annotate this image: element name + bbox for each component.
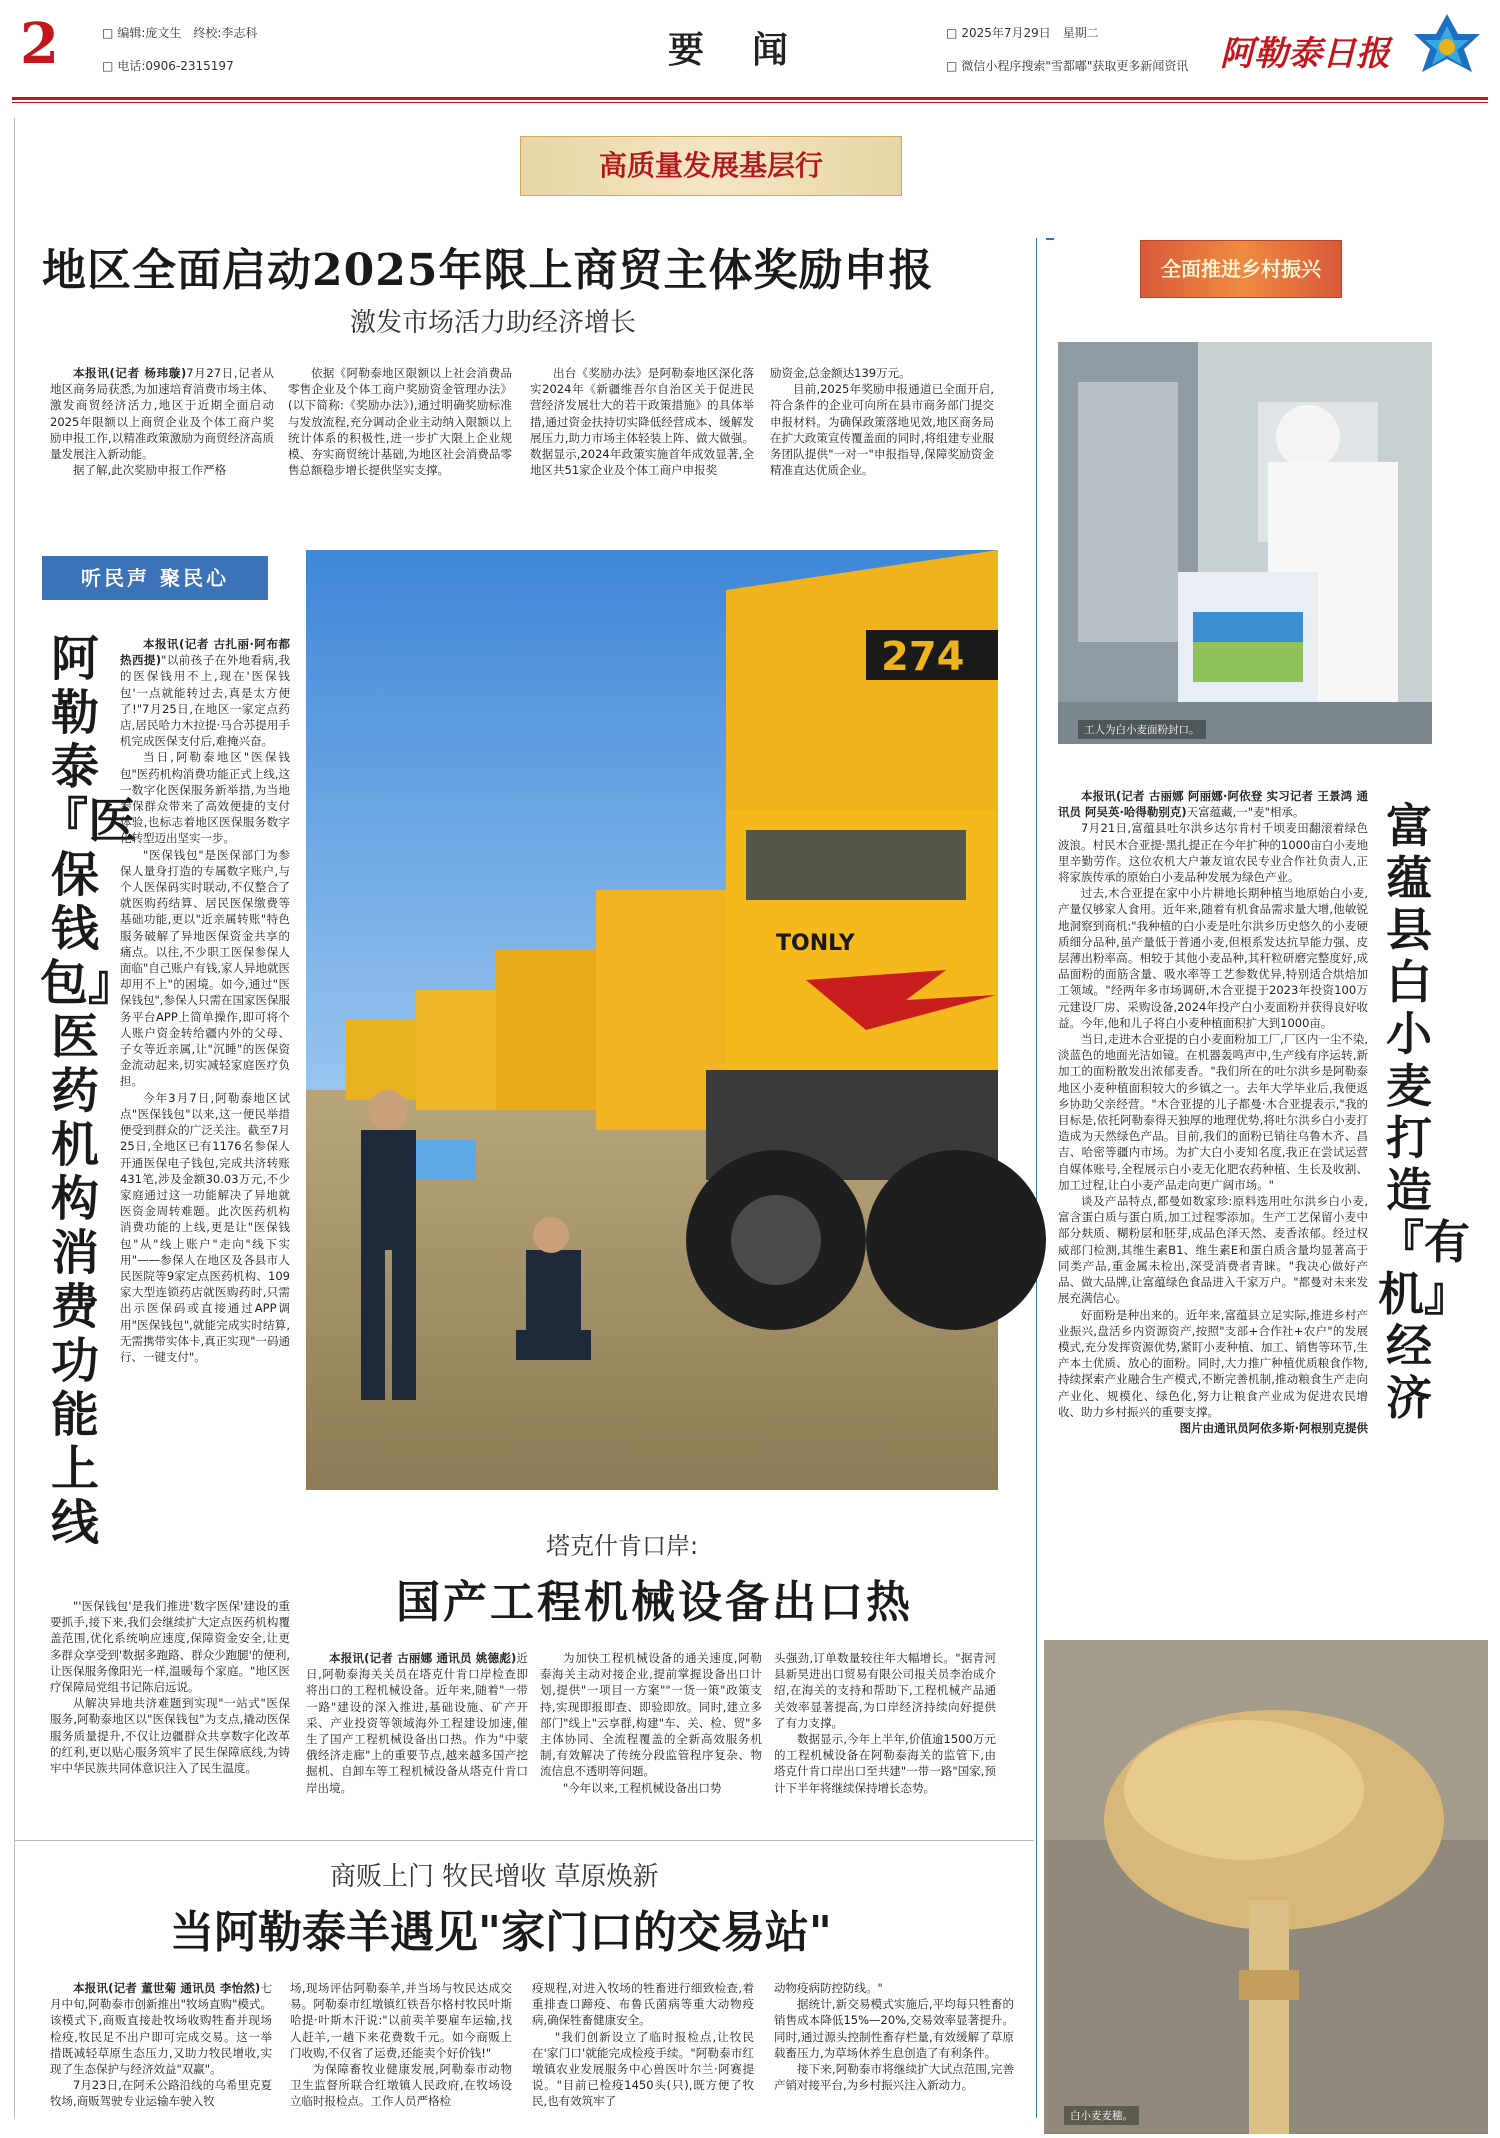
sheep-headline: 当阿勒泰羊遇见"家门口的交易站": [170, 1907, 832, 1958]
banner-rural: 全面推进乡村振兴: [1140, 240, 1342, 298]
sheep-divider: [14, 1840, 1034, 1841]
paper-name: 阿勒泰日报: [1220, 34, 1390, 74]
main-subheadline: 激发市场活力助经济增长: [350, 308, 637, 338]
issue-date: □ 2025年7月29日 星期二: [946, 24, 1099, 41]
main-lead: 本报讯(记者 杨玮璇): [73, 366, 187, 380]
main-headline: 地区全面启动2025年限上商贸主体奖励申报: [42, 245, 934, 296]
medical-headline: 阿勒泰『医保钱包』医药机构消费功能上线: [40, 631, 137, 1551]
wheat-headline: 富蕴县白小麦打造『有机』经济: [1378, 799, 1470, 1425]
main-col-3: 出台《奖励办法》是阿勒泰地区深化落实2024年《新疆维吾尔自治区关于促进民营经济发展壮大的若干政策措施》的具体举措,通过资金扶持切实降低经营成本、缓解发展压力,助力市场主体轻装上阵、做大做强。数据显示,2024年政策实施首年成效显著,全地区共51家企业及个体工商户申报奖: [530, 366, 754, 478]
paper-logo-icon: [1412, 12, 1482, 82]
sheep-kicker: 商贩上门 牧民增收 草原焕新: [330, 1862, 659, 1892]
sidebar-divider: [1036, 238, 1037, 2118]
wheat-photo-credit: 图片由通讯员阿依多斯·阿根别克提供: [1179, 1420, 1368, 1435]
medical-body-narrow: 本报讯(记者 古扎丽·阿布都热西提)"以前孩子在外地看病,我的医保钱用不上,现在'医保钱包'一点就能转过去,真是太方便了!"7月25日,在地区一家定点药店,居民哈力木拉提·马合苏提用手机完成医保支付后,难掩兴奋。 当日,阿勒泰地区"医保钱包"医药机构消费功能正式上线,这一数字化医保服务新举措,为当地参保群众带来了高效便捷的支付体验,也标志着地区医保服务数字化转型迈出坚实一步。 "医保钱包"是医保部门为参保人量身打造的专属数字账户,与个人医保码实时联动,不仅整合了就医购药结算、居民医保缴费等基础功能,更以"近亲属转账"特色服务破解了异地医保资金共享的痛点。以往,不少职工医保参保人面临"自己账户有钱,家人异地就医却用不上"的困境。如今,通过"医保钱包",参保人只需在国家医保服务平台APP上简单操作,即可将个人账户资金转给疆内外的父母、子女等近亲属,让"沉睡"的医保资金流动起来,切实减轻家庭医疗负担。 今年3月7日,阿勒泰地区试点"医保钱包"以来,这一便民举措便受到群众的广泛关注。截至7月25日,全地区已有1176名参保人开通医保电子钱包,完成共济转账431笔,涉及金额30.03万元,不少家庭通过这一功能解决了异地就医资金周转难题。此次医药机构消费功能的上线,更是让"医保钱包"从"线上账户"走向"线下实用"——参保人在地区及各县市人民医院等9家定点医药机构、109家大型连锁药店就医购药时,只需出示医保码或直接通过APP调用"医保钱包",就能完成实时结算,无需携带实体卡,真正实现"一码通行、一键支付"。: [120, 637, 290, 1364]
main-col-2: 依据《阿勒泰地区限额以上社会消费品零售企业及个体工商户奖励资金管理办法》(以下简称:《奖励办法》),通过明确奖励标准与发放流程,充分调动企业主动纳入限额以上统计体系的积极性,进一步扩大限上企业规模、夯实商贸统计基础,为地区社会消费品零售总额稳步增长提供坚实支撑。: [288, 366, 512, 478]
truck-photo: [306, 550, 998, 1490]
sheep-col-2: 场,现场评估阿勒泰羊,并当场与牧民达成交易。阿勒泰市红墩镇红铁吾尔格村牧民叶斯哈提·叶斯木汗说:"以前卖羊要雇车运输,找人赶羊,一趟下来花费数千元。如今商贩上门收购,不仅省了运费,还能卖个好价钱!" 为保障畜牧业健康发展,阿勒泰市动物卫生监督所联合红墩镇人民政府,在牧场设立临时报检点。工作人员严格检: [290, 1981, 512, 2109]
medical-body-wide: "'医保钱包'是我们推进'数字医保'建设的重要抓手,接下来,我们会继续扩大定点医药机构覆盖范围,优化系统响应速度,保障资金安全,让更多群众享受到'数据多跑路、群众少跑腿'的便利,让医保服务像阳光一样,温暖每个家庭。"地区医疗保障局党组书记陈启远说。 从解决异地共济难题到实现"一站式"医保服务,阿勒泰地区以"医保钱包"为支点,撬动医保服务质量提升,不仅让边疆群众共享数字化改革的红利,更以贴心服务筑牢了民生保障底线,为铸牢中华民族共同体意识注入了民生温度。: [50, 1599, 290, 1776]
flour-photo: [1058, 342, 1432, 744]
banner-high-quality: 高质量发展基层行: [520, 136, 902, 196]
section-title: 要 闻: [668, 29, 795, 71]
header-rule-thin: [12, 102, 1488, 103]
export-col-3: 头强劲,订单数量较往年大幅增长。"据青河县新昊进出口贸易有限公司报关员李治成介绍,在海关的支持和帮助下,工程机械产品通关效率显著提高,为口岸经济持续向好提供了有力支撑。 数据显示,今年上半年,价值逾1500万元的工程机械设备在阿勒泰海关的监管下,由塔克什肯口岸出口至共建"一带一路"国家,预计下半年将继续保持增长态势。: [774, 1651, 996, 1795]
left-border: [14, 118, 15, 2118]
sheep-col-3: 疫规程,对进入牧场的牲畜进行细致检查,着重排查口蹄疫、布鲁氏菌病等重大动物疫病,确保牲畜健康安全。 "我们创新设立了临时报检点,让牧民在'家门口'就能完成检疫手续。"阿勒泰市红墩镇农业发展服务中心兽医叶尔兰·阿赛提说。"目前已检疫1450头(只),既方便了牧民,也有效筑牢了: [532, 1981, 754, 2109]
flour-caption: 工人为白小麦面粉封口。: [1078, 720, 1206, 739]
phone-info: □ 电话:0906-2315197: [102, 57, 234, 74]
header-rule: [12, 97, 1488, 100]
tag-listen: 听民声 聚民心: [42, 556, 268, 600]
main-col-1: 本报讯(记者 杨玮璇)7月27日,记者从地区商务局获悉,为加速培育消费市场主体、激发商贸经济活力,地区于近期全面启动2025年限额以上商贸企业及个体工商户奖励申报工作,以精准政策激励为商贸经济高质量发展注入新动能。 据了解,此次奖励申报工作严格: [50, 366, 275, 478]
wheat-body: 本报讯(记者 古丽娜 阿丽娜·阿依登 实习记者 王景鸿 通讯员 阿吴英·哈得勒别克)天富蕴藏,一"麦"相承。 7月21日,富蕴县吐尔洪乡达尔肯村千顷麦田翻滚着绿色波浪。村民木合亚提·黑扎提正在今年扩种的1000亩白小麦地里辛勤劳作。这位农机大户兼友谊农民专业合作社负责人,正将家族传承的原始白小麦品种发展为绿色产业。 过去,木合亚提在家中小片耕地长期种植当地原始白小麦,产量仅够家人食用。近年来,随着有机食品需求量大增,他敏锐地洞察到商机:"我种植的白小麦是吐尔洪乡历史悠久的小麦硬质细分品种,虽产量低于普通小麦,但根系发达抗旱能力强、皮层薄出粉率高。相较于其他小麦品种,其秆粒研磨完整度好,成品面粉的面筋含量、吸水率等工艺参数优异,特别适合烘焙加工领域。"经两年多市场调研,木合亚提于2023年投资100万元建设厂房、采购设备,2024年投产白小麦面粉并获得良好收益。今年,他和儿子将白小麦种植面积扩大到1000亩。 当日,走进木合亚提的白小麦面粉加工厂,厂区内一尘不染,淡蓝色的地面光洁如镜。在机器轰鸣声中,生产线有序运转,新加工的面粉散发出浓郁麦香。"我们所在的吐尔洪乡是阿勒泰地区小麦种植面积较大的乡镇之一。去年大学毕业后,我便返乡协助父亲经营。"木合亚提的儿子都曼·木合亚提表示,"我的目标是,依托阿勒泰得天独厚的地理优势,将吐尔洪乡白小麦打造成为天然绿色产品。目前,我们的面粉已销往乌鲁木齐、昌吉、哈密等疆内市场。为扩大白小麦知名度,我正在尝试运营自媒体账号,全程展示白小麦无化肥农药种植、生长及收割、加工过程,让白小麦产品走向更广阔市场。" 谈及产品特点,都曼如数家珍:原料选用吐尔洪乡白小麦,富含蛋白质与蛋白质,加工过程零添加。生产工艺保留小麦中部分麸质、糊粉层和胚芽,成品色泽天然、麦香浓郁。经过权威部门检测,其维生素B1、维生素E和蛋白质含量均显著高于同类产品,重金属未检出,深受消费者青睐。"我决心做好产品、做大品牌,让富蕴绿色食品进入千家万户。"都曼对未来发展充满信心。 好面粉是种出来的。近年来,富蕴县立足实际,推进乡村产业振兴,盘活乡内资源资产,按照"支部+合作社+农户"的发展模式,充分发挥资源优势,紧盯小麦种植、加工、销售等环节,生产本土优质、放心的面粉。同时,大力推广种植优质粮食作物,持续探索产业融合生产模式,不断完善机制,推动粮食生产走向产业化、规模化、绿色化,努力让粮食产业成为促进农民增收、助力乡村振兴的重要支撑。 图片由通讯员阿依多斯·阿根别克提供: [1058, 789, 1368, 1435]
sidebar-corner: [1046, 238, 1054, 240]
sheep-col-4: 动物疫病防控防线。" 据统计,新交易模式实施后,平均每只牲畜的销售成本降低15%—20%,交易效率显著提升。同时,通过源头控制性畜存栏量,有效缓解了草原载畜压力,为草场休养生息创造了有利条件。 接下来,阿勒泰市将继续扩大试点范围,完善产销对接平台,为乡村振兴注入新动力。: [774, 1981, 1014, 2093]
export-kicker: 塔克什肯口岸:: [546, 1532, 699, 1560]
wheat-caption: 白小麦麦穗。: [1064, 2106, 1139, 2125]
export-headline: 国产工程机械设备出口热: [396, 1577, 913, 1628]
export-col-2: 为加快工程机械设备的通关速度,阿勒泰海关主动对接企业,提前掌握设备出口计划,提供"一项目一方案""一货一策"政策支持,实现即报即查、即验即放。同时,建立多部门"线上"云享群,构建"车、关、检、贸"多主体协同、全流程覆盖的全新高效服务机制,有效解决了传统分段监管程序复杂、物流信息不透明等问题。 "今年以来,工程机械设备出口势: [540, 1651, 762, 1795]
page-number: 2: [20, 11, 59, 77]
wechat-hint: □ 微信小程序搜索"雪都嘟"获取更多新闻资讯: [946, 57, 1188, 74]
truck-plate: 274: [881, 634, 965, 680]
sheep-col-1: 本报讯(记者 董世菊 通讯员 李怡然)七月中旬,阿勒泰市创新推出"牧场直购"模式。该模式下,商贩直接赴牧场收购牲畜并现场检疫,牧民足不出户即可完成交易。这一举措既减轻草原生态压力,又助力牧民增收,实现了生态保护与经济效益"双赢"。 7月23日,在阿禾公路沿线的乌希里克夏牧场,商贩驾驶专业运输车驶入牧: [50, 1981, 272, 2109]
truck-brand: TONLY: [776, 931, 855, 956]
wheat-photo: [1044, 1640, 1488, 2134]
export-col-1: 本报讯(记者 古丽娜 通讯员 姚德彪)近日,阿勒泰海关关员在塔克什肯口岸检查即将出口的工程机械设备。近年来,随着"一带一路"建设的深入推进,基础设施、矿产开采、产业投资等领域海外工程建设加速,催生了国产工程机械设备出口热。作为"中蒙俄经济走廊"上的重要节点,越来越多国产挖掘机、自卸车等工程机械设备从塔克什肯口岸出境。: [306, 1651, 528, 1795]
main-col-4: 励资金,总金额达139万元。 目前,2025年奖励申报通道已全面开启,符合条件的企业可向所在县市商务部门提交申报材料。为确保政策落地见效,地区商务局在扩大政策宣传覆盖面的同时,将组建专业服务团队提供"一对一"申报指导,保障奖励资金精准直达优质企业。: [770, 366, 994, 478]
editor-info: □ 编辑:庞文生 终校:李志科: [102, 24, 257, 41]
